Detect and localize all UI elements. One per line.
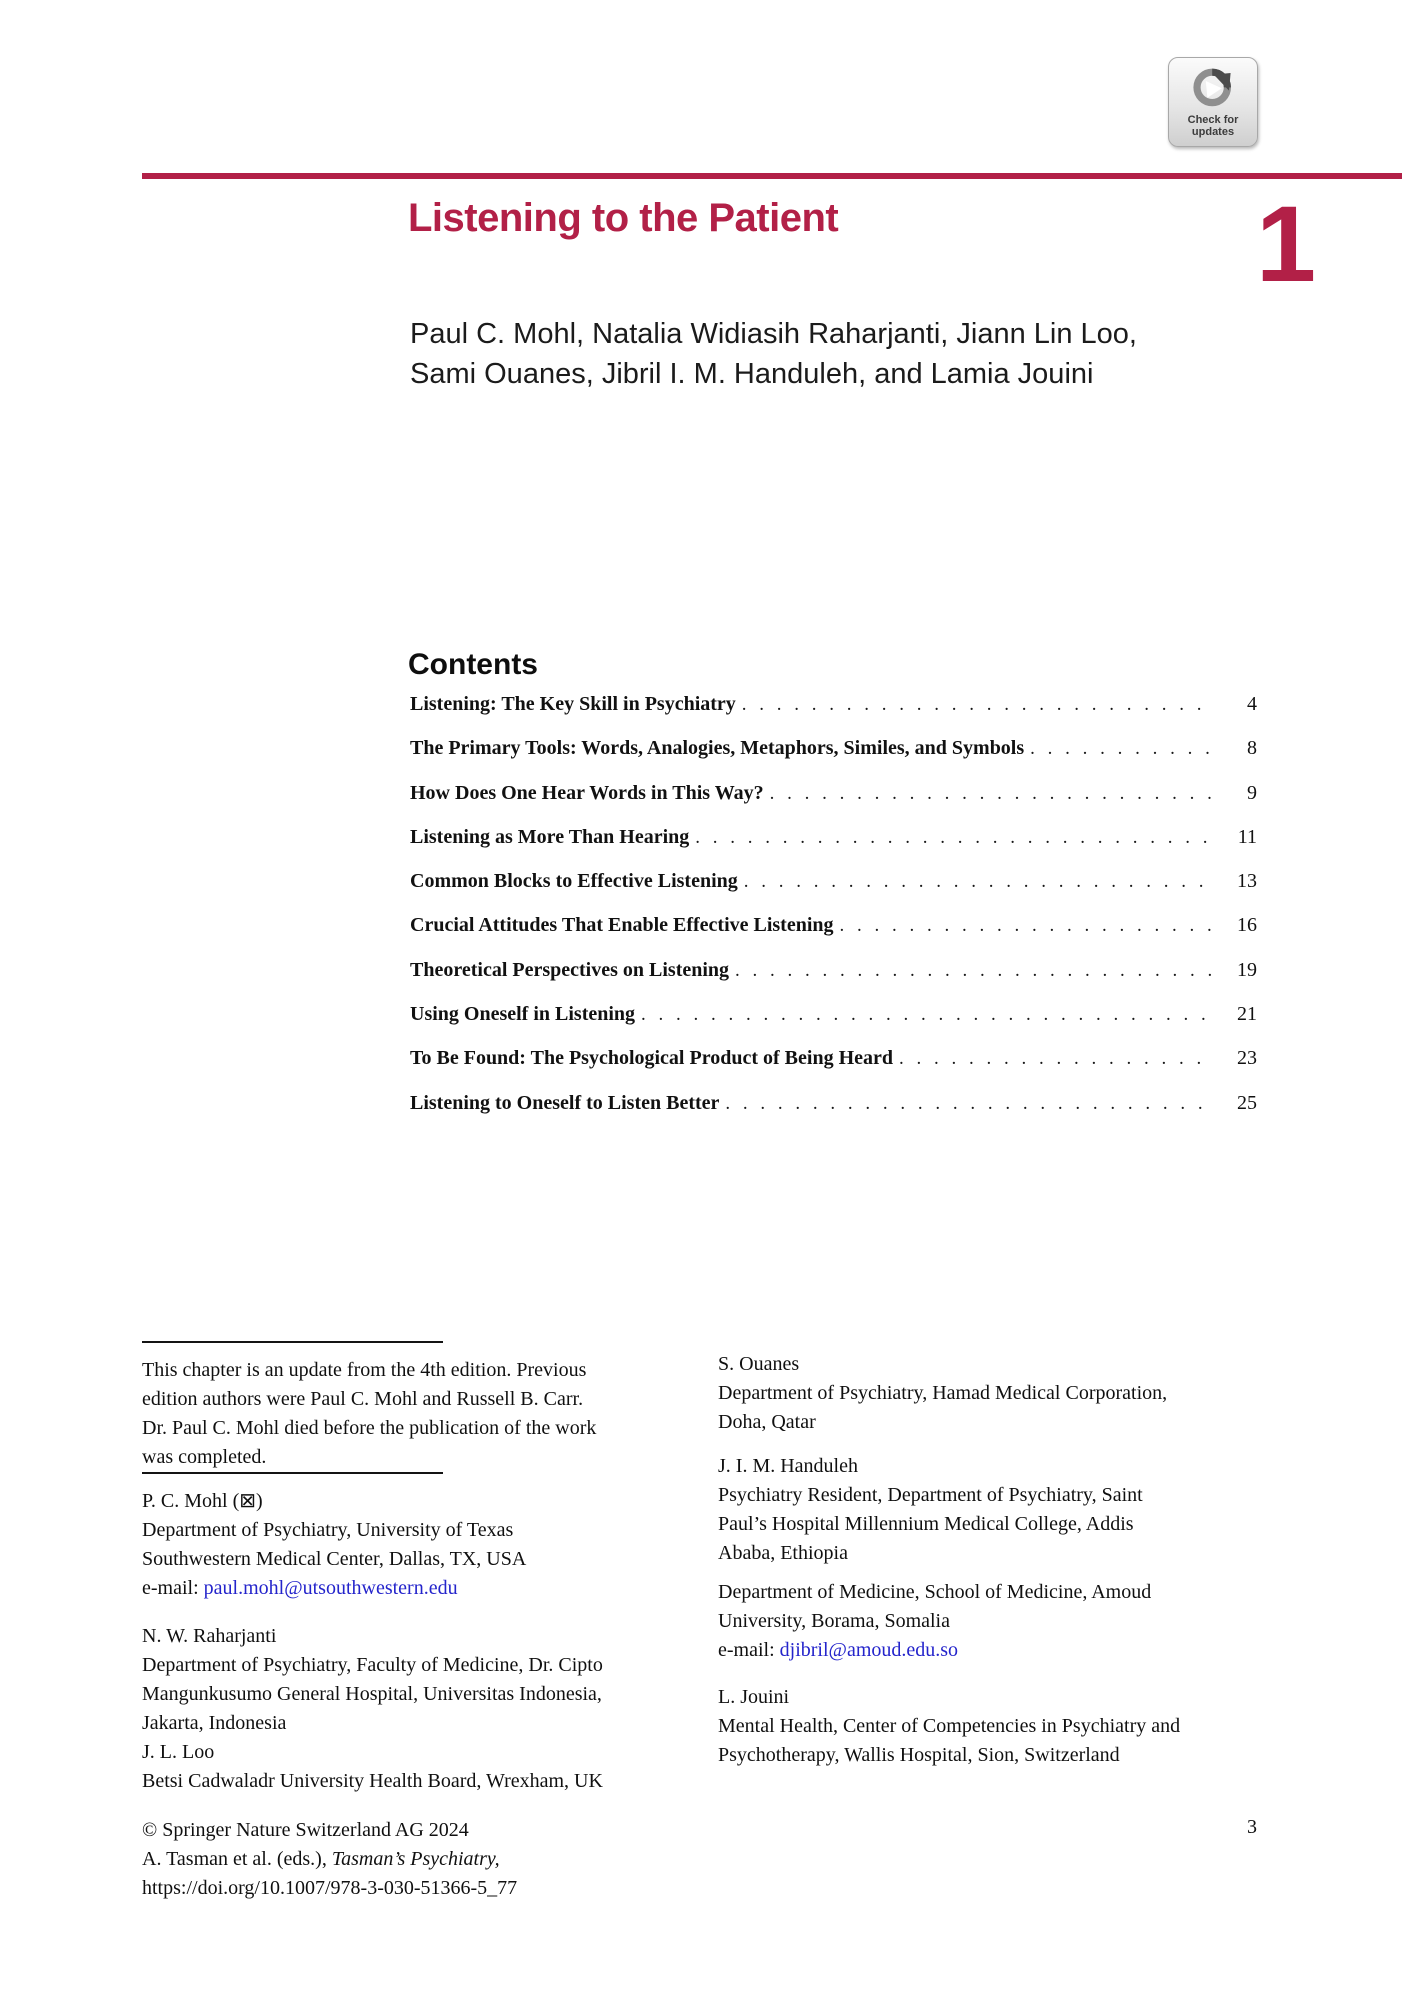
email-link-handuleh[interactable]: djibril@amoud.edu.so — [779, 1639, 959, 1661]
chapter-title: Listening to the Patient — [408, 196, 839, 240]
footnote-rule-top — [142, 1341, 443, 1343]
toc-entry-page: 11 — [1237, 825, 1257, 848]
author-name: N. W. Raharjanti — [142, 1625, 277, 1647]
toc-entry[interactable] — [410, 693, 1257, 737]
chapter-note-line: edition authors were Paul C. Mohl and Russell B. Carr. — [142, 1388, 584, 1410]
email-link-mohl[interactable]: paul.mohl@utsouthwestern.edu — [203, 1577, 458, 1599]
imprint-block — [142, 1816, 517, 1903]
affiliation-line: Department of Psychiatry, Faculty of Medicine, Dr. Cipto — [142, 1654, 603, 1676]
affiliation-line: Mental Health, Center of Competencies in Psychiatry and — [718, 1715, 1181, 1737]
affiliation-line: Ababa, Ethiopia — [718, 1542, 848, 1564]
affiliation-ouanes — [718, 1350, 1167, 1437]
affiliation-line: Department of Medicine, School of Medicine, Amoud — [718, 1581, 1152, 1603]
author-name-corresponding: P. C. Mohl (⊠) — [142, 1490, 263, 1512]
toc-entry[interactable] — [410, 1047, 1257, 1091]
toc-dot-leader — [899, 1048, 1211, 1070]
author-name: J. L. Loo — [142, 1741, 215, 1763]
toc-entry-title: How Does One Hear Words in This Way? — [410, 781, 764, 804]
affiliation-handuleh — [718, 1452, 1143, 1568]
editors-line — [142, 1845, 517, 1874]
authors-block — [410, 314, 1137, 394]
doi-link[interactable]: https://doi.org/10.1007/978-3-030-51366-5_77 — [142, 1877, 518, 1899]
footnote-rule-affiliations — [142, 1472, 443, 1474]
toc-dot-leader — [742, 694, 1211, 716]
toc-entry[interactable] — [410, 870, 1257, 914]
toc-entry-page: 16 — [1237, 914, 1257, 937]
toc-entry-title: Listening to Oneself to Listen Better — [410, 1091, 720, 1114]
affiliation-line: Psychiatry Resident, Department of Psychiatry, Saint — [718, 1484, 1143, 1506]
toc-entry-page: 21 — [1237, 1003, 1257, 1026]
affiliation-line: Mangunkusumo General Hospital, Universitas Indonesia, — [142, 1683, 602, 1705]
toc-dot-leader — [840, 915, 1211, 937]
toc-entry-page: 25 — [1237, 1091, 1257, 1114]
chapter-note-line: This chapter is an update from the 4th edition. Previous — [142, 1359, 587, 1381]
toc-dot-leader — [744, 871, 1211, 893]
toc-entry-title: Listening: The Key Skill in Psychiatry — [410, 693, 736, 715]
toc-entry[interactable] — [410, 826, 1257, 870]
editors-prefix: A. Tasman et al. (eds.), — [142, 1848, 332, 1870]
affiliation-line: Department of Psychiatry, University of Texas — [142, 1519, 514, 1541]
toc-entry-title: Using Oneself in Listening — [410, 1003, 636, 1026]
toc-entry-page: 19 — [1237, 958, 1257, 981]
toc-entry[interactable] — [410, 1092, 1257, 1136]
toc-entry-title: Common Blocks to Effective Listening — [410, 870, 738, 893]
table-of-contents — [410, 693, 1257, 1136]
crossmark-logo-icon — [1189, 66, 1237, 112]
contents-heading: Contents — [408, 648, 538, 681]
authors-line2: Sami Ouanes, Jibril I. M. Handuleh, and Lamia Jouini — [410, 358, 1094, 390]
affiliation-line: Jakarta, Indonesia — [142, 1712, 287, 1734]
toc-entry-title: Theoretical Perspectives on Listening — [410, 958, 730, 981]
book-title: Tasman’s Psychiatry, — [331, 1848, 500, 1870]
toc-entry[interactable] — [410, 737, 1257, 781]
email-label: e-mail: — [142, 1577, 204, 1599]
page-number: 3 — [1247, 1816, 1257, 1838]
copyright-line: © Springer Nature Switzerland AG 2024 — [142, 1819, 469, 1841]
affiliation-mohl — [142, 1487, 526, 1603]
toc-entry-title: To Be Found: The Psychological Product of Being Heard — [410, 1047, 893, 1070]
toc-entry-page: 13 — [1237, 870, 1257, 893]
chapter-note — [142, 1356, 596, 1472]
toc-entry-page: 23 — [1237, 1047, 1257, 1070]
toc-entry[interactable] — [410, 1003, 1257, 1047]
toc-entry[interactable] — [410, 782, 1257, 826]
affiliation-line: Psychotherapy, Wallis Hospital, Sion, Switzerland — [718, 1744, 1120, 1766]
chapter-note-line: Dr. Paul C. Mohl died before the publication of the work — [142, 1417, 597, 1439]
affiliation-line: Southwestern Medical Center, Dallas, TX, USA — [142, 1548, 527, 1570]
badge-text — [1188, 114, 1239, 138]
toc-dot-leader — [1030, 738, 1211, 760]
affiliation-line: Doha, Qatar — [718, 1411, 816, 1433]
badge-line1: Check for — [1187, 114, 1239, 126]
affiliation-loo — [142, 1738, 603, 1796]
toc-dot-leader — [735, 960, 1211, 982]
affiliation-raharjanti — [142, 1622, 603, 1738]
toc-dot-leader — [695, 827, 1211, 849]
toc-entry-title: The Primary Tools: Words, Analogies, Metaphors, Similes, and Symbols — [410, 737, 1025, 760]
toc-entry-page: 8 — [1247, 737, 1257, 760]
toc-entry[interactable] — [410, 959, 1257, 1003]
chapter-number: 1 — [1256, 183, 1317, 304]
header-rule — [142, 173, 1402, 179]
email-line — [718, 1636, 1151, 1665]
affiliation-line: University, Borama, Somalia — [718, 1610, 950, 1632]
author-name: J. I. M. Handuleh — [718, 1455, 858, 1477]
check-for-updates-badge[interactable] — [1168, 57, 1258, 147]
author-name: L. Jouini — [718, 1686, 790, 1708]
toc-entry-title: Crucial Attitudes That Enable Effective Listening — [410, 914, 834, 937]
toc-dot-leader — [725, 1093, 1211, 1115]
authors-line1: Paul C. Mohl, Natalia Widiasih Raharjanti, Jiann Lin Loo, — [410, 318, 1137, 350]
toc-dot-leader — [770, 783, 1211, 805]
email-line — [142, 1574, 526, 1603]
toc-entry-page: 4 — [1247, 693, 1257, 715]
email-label: e-mail: — [718, 1639, 780, 1661]
toc-entry[interactable] — [410, 914, 1257, 958]
chapter-note-line: was completed. — [142, 1446, 267, 1468]
affiliation-jouini — [718, 1683, 1180, 1770]
badge-line2: updates — [1191, 126, 1235, 138]
toc-dot-leader — [641, 1004, 1211, 1026]
affiliation-line: Betsi Cadwaladr University Health Board, Wrexham, UK — [142, 1770, 603, 1792]
affiliation-line: Paul’s Hospital Millennium Medical College, Addis — [718, 1513, 1134, 1535]
affiliation-handuleh-second — [718, 1578, 1151, 1665]
author-name: S. Ouanes — [718, 1353, 800, 1375]
affiliation-line: Department of Psychiatry, Hamad Medical Corporation, — [718, 1382, 1168, 1404]
toc-entry-title: Listening as More Than Hearing — [410, 825, 690, 848]
toc-entry-page: 9 — [1247, 781, 1257, 804]
